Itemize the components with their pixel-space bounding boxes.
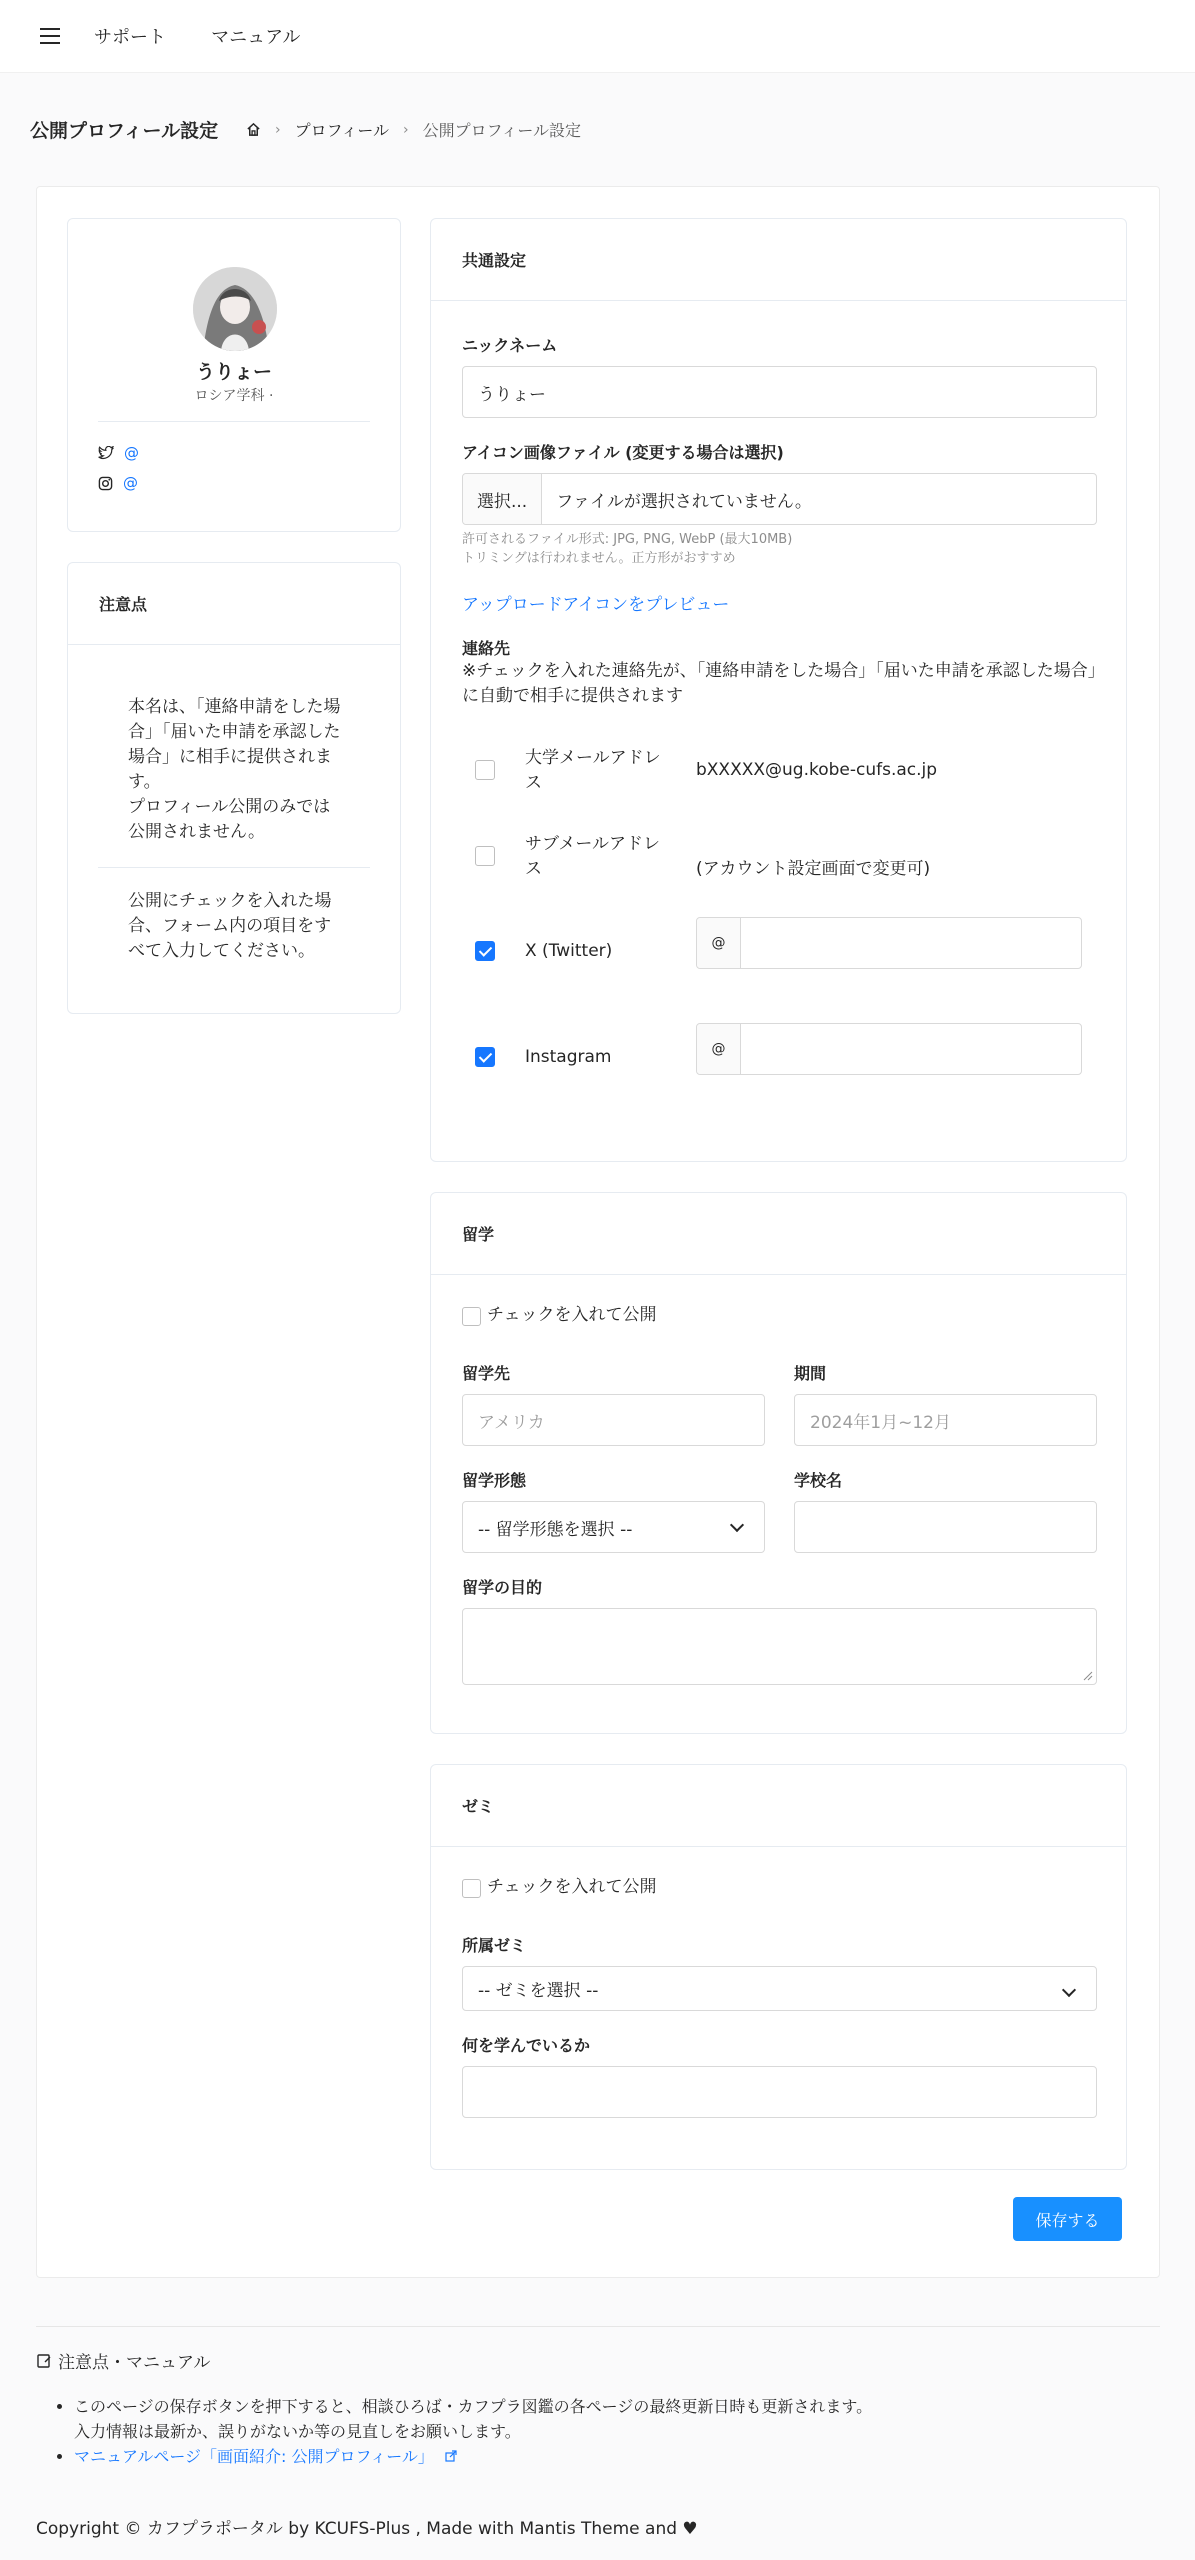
- file-select-button[interactable]: 選択...: [463, 474, 542, 524]
- divider: [98, 421, 370, 422]
- footer-note-1b: 入力情報は最新か、誤りがないか等の見直しをお願いします。: [74, 2422, 521, 2441]
- study-abroad-title: 留学: [431, 1193, 1126, 1275]
- contact-univ-email-label: 大学メールアドレス: [525, 748, 661, 793]
- breadcrumb: [246, 118, 581, 141]
- twitter-row: [98, 444, 139, 462]
- at-prefix: @: [697, 1024, 741, 1074]
- nickname-label: ニックネーム: [462, 336, 558, 355]
- icon-file-input[interactable]: [462, 473, 1097, 525]
- contact-sub-email-checkbox[interactable]: [475, 846, 495, 866]
- seminar-learning-input[interactable]: [462, 2066, 1097, 2118]
- study-publish-checkbox[interactable]: [462, 1307, 481, 1326]
- seminar-select[interactable]: -- ゼミを選択 --: [462, 1966, 1097, 2011]
- footer-note-1a: このページの保存ボタンを押下すると、相談ひろば・カフプラ図鑑の各ページの最終更新日時も更新されます。: [74, 2397, 873, 2416]
- contact-sub-email-value: (アカウント設定画面で変更可): [696, 859, 931, 879]
- page-title: 公開プロフィール設定: [30, 120, 219, 142]
- profile-card: [67, 218, 401, 532]
- instagram-link[interactable]: @: [123, 474, 138, 492]
- contact-instagram-checkbox[interactable]: [475, 1047, 495, 1067]
- chevron-right-icon: ›: [275, 121, 281, 138]
- resize-handle-icon[interactable]: [1083, 1671, 1093, 1681]
- divider: [98, 867, 370, 868]
- study-purpose-label: 留学の目的: [462, 1578, 543, 1597]
- home-icon[interactable]: [246, 122, 261, 137]
- study-destination-label: 留学先: [462, 1364, 511, 1383]
- list-item: [74, 2444, 872, 2469]
- notes-text-1: 本名は、「連絡申請をした場合」「届いた申請を承認した場合」に相手に提供されます。 プロフィール公開のみでは公開されません。: [128, 697, 341, 842]
- seminar-title: ゼミ: [431, 1765, 1126, 1847]
- twitter-link[interactable]: @: [124, 444, 139, 462]
- icon-file-label: アイコン画像ファイル (変更する場合は選択): [462, 443, 784, 462]
- seminar-belong-label: 所属ゼミ: [462, 1936, 527, 1955]
- contact-label: 連絡先: [462, 639, 511, 658]
- seminar-learning-label: 何を学んでいるか: [462, 2036, 591, 2055]
- nav-manual-link[interactable]: マニュアル: [211, 27, 301, 48]
- nickname-input[interactable]: うりょー: [462, 366, 1097, 418]
- note-icon: [36, 2353, 52, 2369]
- trim-help: トリミングは行われません。正方形がおすすめ: [462, 551, 736, 566]
- contact-univ-email-checkbox[interactable]: [475, 760, 495, 780]
- menu-icon[interactable]: [30, 16, 70, 56]
- study-publish-label: チェックを入れて公開: [487, 1305, 657, 1325]
- manual-page-link[interactable]: マニュアルページ「画面紹介: 公開プロフィール」: [74, 2447, 434, 2466]
- twitter-handle-input[interactable]: [696, 917, 1082, 969]
- notes-card: [67, 562, 401, 1014]
- common-settings-title: 共通設定: [431, 219, 1126, 301]
- contact-sub-email-label: サブメールアドレス: [525, 834, 660, 879]
- at-prefix: @: [697, 918, 741, 968]
- instagram-icon: [98, 476, 113, 491]
- instagram-row: [98, 474, 138, 492]
- copyright: Copyright © カフプラポータル by KCUFS-Plus , Made with Mantis Theme and ♥: [36, 2519, 698, 2539]
- footer-title: [36, 2348, 210, 2373]
- study-period-input[interactable]: 2024年1月~12月: [794, 1394, 1097, 1446]
- twitter-icon: [98, 446, 114, 460]
- profile-name: うりょー: [195, 361, 272, 383]
- study-period-label: 期間: [794, 1364, 827, 1383]
- save-button[interactable]: 保存する: [1013, 2197, 1122, 2241]
- external-link-icon[interactable]: [445, 2450, 457, 2462]
- nav-support-link[interactable]: サポート: [94, 27, 166, 48]
- seminar-publish-checkbox[interactable]: [462, 1879, 481, 1898]
- top-nav: [70, 23, 300, 49]
- school-name-label: 学校名: [794, 1471, 843, 1490]
- footer-list: [58, 2394, 872, 2469]
- contact-instagram-label: Instagram: [525, 1047, 612, 1067]
- contact-twitter-checkbox[interactable]: [475, 941, 495, 961]
- file-status: ファイルが選択されていません。: [556, 491, 812, 512]
- list-item: [74, 2394, 872, 2444]
- chevron-right-icon: ›: [403, 121, 409, 138]
- file-format-help: 許可されるファイル形式: JPG, PNG, WebP (最大10MB): [462, 532, 793, 547]
- study-type-select[interactable]: -- 留学形態を選択 --: [462, 1501, 765, 1553]
- school-name-input[interactable]: [794, 1501, 1097, 1553]
- footer-title-text: 注意点・マニュアル: [58, 2353, 211, 2373]
- breadcrumb-current: 公開プロフィール設定: [422, 121, 582, 140]
- divider: [36, 2326, 1160, 2327]
- study-purpose-textarea[interactable]: [462, 1608, 1097, 1685]
- preview-icon-link[interactable]: アップロードアイコンをプレビュー: [462, 595, 730, 615]
- notes-text-2: 公開にチェックを入れた場合、フォーム内の項目をすべて入力してください。: [128, 891, 332, 961]
- seminar-publish-label: チェックを入れて公開: [487, 1877, 657, 1897]
- contact-univ-email-value: bXXXXX@ug.kobe-cufs.ac.jp: [696, 760, 938, 780]
- notes-title: 注意点: [68, 563, 400, 645]
- common-settings-card: [430, 218, 1127, 1162]
- study-abroad-card: [430, 1192, 1127, 1734]
- breadcrumb-profile[interactable]: プロフィール: [294, 121, 390, 140]
- seminar-card: [430, 1764, 1127, 2170]
- instagram-handle-input[interactable]: [696, 1023, 1082, 1075]
- profile-department: ロシア学科 ·: [194, 388, 274, 404]
- study-type-label: 留学形態: [462, 1471, 527, 1490]
- avatar: [193, 267, 277, 351]
- top-header: [0, 0, 1195, 73]
- contact-twitter-label: X (Twitter): [525, 941, 613, 961]
- contact-note: ※チェックを入れた連絡先が、「連絡申請をした場合」「届いた申請を承認した場合」に自動で相手に提供されます: [462, 661, 1097, 706]
- study-destination-input[interactable]: アメリカ: [462, 1394, 765, 1446]
